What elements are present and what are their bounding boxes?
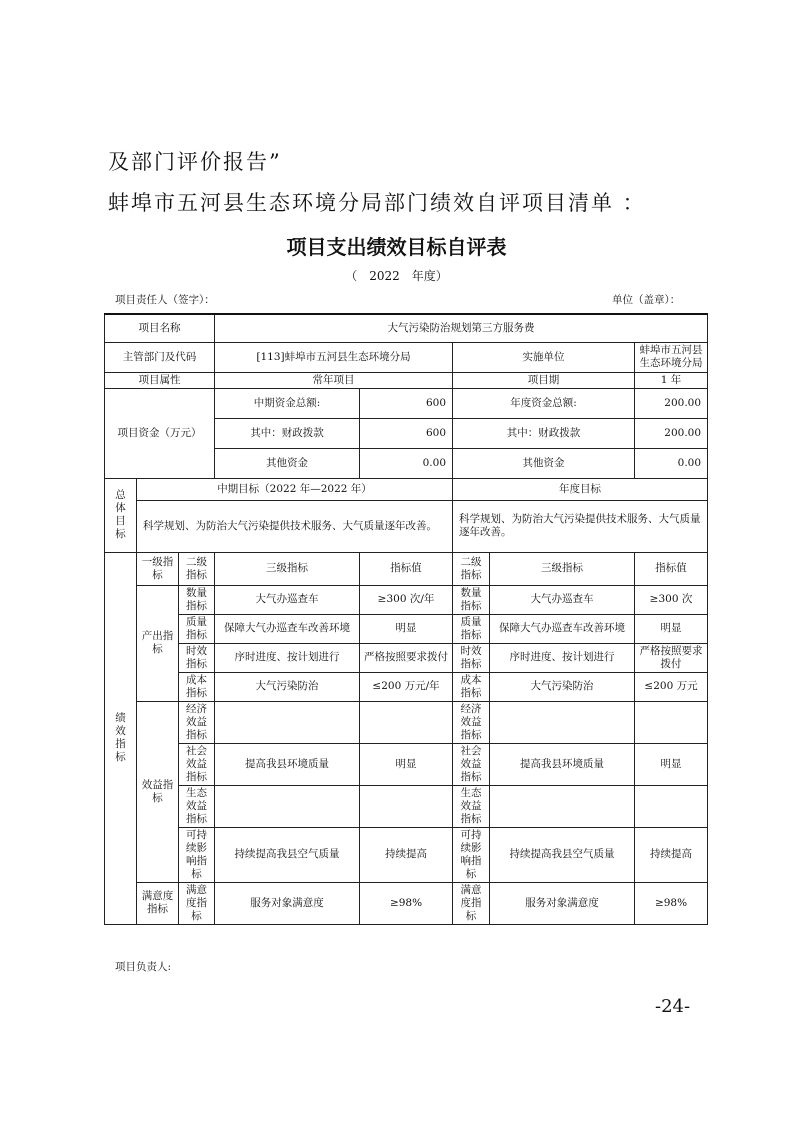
row-yr-val: ≤200 万元	[635, 672, 708, 701]
row-mid-val: ≥98%	[360, 882, 453, 924]
row-yr-val	[635, 785, 708, 827]
mid-total-label: 中期资金总额:	[215, 388, 360, 418]
year-other-value: 0.00	[635, 448, 708, 478]
row-mid-l3: 保障大气办巡查车改善环境	[215, 614, 360, 643]
year-fiscal-label: 其中：财政拨款	[453, 418, 635, 448]
row-mid-l3: 大气污染防治	[215, 672, 360, 701]
impl-label: 实施单位	[453, 342, 635, 372]
heading-line-1: 及部门评价报告”	[108, 150, 282, 174]
header-level2-year: 二级指标	[453, 552, 490, 585]
satisfaction-label: 满意度指标	[137, 882, 179, 924]
heading-line-2: 蚌埠市五河县生态环境分局部门绩效自评项目清单 ：	[108, 191, 646, 215]
row-mid-val: 严格按照要求拨付	[360, 643, 453, 672]
impl-value: 蚌埠市五河县生态环境分局	[635, 342, 708, 372]
row-mid-val: 持续提高	[360, 827, 453, 882]
row-yr-l3: 服务对象满意度	[490, 882, 635, 924]
mid-total-value: 600	[360, 388, 453, 418]
row-l2: 数量指标	[179, 585, 215, 614]
row-mid-l3: 序时进度、按计划进行	[215, 643, 360, 672]
header-level2: 二级指标	[179, 552, 215, 585]
page-title: 项目支出绩效目标自评表	[286, 235, 507, 259]
row-yr-l2: 满意度指标	[453, 882, 490, 924]
row-l2: 生态效益指标	[179, 785, 215, 827]
row-mid-val: ≤200 万元/年	[360, 672, 453, 701]
row-yr-val	[635, 701, 708, 743]
row-yr-l2: 社会效益指标	[453, 743, 490, 785]
row-mid-l3: 大气办巡查车	[215, 585, 360, 614]
indicators-label-char: 绩	[115, 712, 126, 724]
indicators-label-char: 效	[115, 725, 126, 737]
row-l2: 成本指标	[179, 672, 215, 701]
row-yr-l3: 持续提高我县空气质量	[490, 827, 635, 882]
goals-label	[105, 478, 137, 552]
header-level3: 三级指标	[215, 552, 360, 585]
row-yr-l2: 可持续影响指标	[453, 827, 490, 882]
project-name-value: 大气污染防治规划第三方服务费	[215, 314, 708, 342]
footer-label: 项目负责人:	[115, 961, 172, 973]
dept-value: [113]蚌埠市五河县生态环境分局	[215, 342, 453, 372]
indicators-label	[105, 552, 137, 924]
performance-table	[104, 313, 708, 925]
row-yr-val: 明显	[635, 614, 708, 643]
year-goal-text: 科学规划、为防治大气污染提供技术服务、大气质量逐年改善。	[453, 500, 708, 552]
row-yr-l2: 质量指标	[453, 614, 490, 643]
goals-label-char: 总	[115, 489, 126, 501]
row-mid-val: 明显	[360, 743, 453, 785]
row-mid-val	[360, 785, 453, 827]
year-total-label: 年度资金总额:	[453, 388, 635, 418]
row-mid-l3: 持续提高我县空气质量	[215, 827, 360, 882]
output-label: 产出指标	[137, 585, 179, 701]
goals-label-char: 体	[115, 502, 126, 514]
header-level3-year: 三级指标	[490, 552, 635, 585]
attr-label: 项目属性	[105, 372, 215, 388]
benefit-label: 效益指标	[137, 701, 179, 882]
row-yr-l2: 成本指标	[453, 672, 490, 701]
row-mid-val	[360, 701, 453, 743]
row-yr-l3	[490, 701, 635, 743]
year-total-value: 200.00	[635, 388, 708, 418]
mid-goal-header: 中期目标（2022 年—2022 年）	[137, 478, 453, 500]
mid-other-label: 其他资金	[215, 448, 360, 478]
row-l2: 社会效益指标	[179, 743, 215, 785]
row-yr-l2: 经济效益指标	[453, 701, 490, 743]
year-other-label: 其他资金	[453, 448, 635, 478]
mid-goal-text: 科学规划、为防治大气污染提供技术服务、大气质量逐年改善。	[137, 500, 453, 552]
responsible-label: 项目责任人（签字）：	[115, 294, 215, 306]
row-yr-l3: 序时进度、按计划进行	[490, 643, 635, 672]
row-yr-val: ≥300 次	[635, 585, 708, 614]
indicators-label-char: 指	[115, 738, 126, 750]
row-yr-l3: 大气污染防治	[490, 672, 635, 701]
header-level1: 一级指标	[137, 552, 179, 585]
row-mid-val: 明显	[360, 614, 453, 643]
attr-value: 常年项目	[215, 372, 453, 388]
row-yr-val: 明显	[635, 743, 708, 785]
row-yr-val: ≥98%	[635, 882, 708, 924]
header-value: 指标值	[360, 552, 453, 585]
row-l2: 经济效益指标	[179, 701, 215, 743]
header-value-year: 指标值	[635, 552, 708, 585]
year-goal-header: 年度目标	[453, 478, 708, 500]
row-yr-l3: 大气办巡查车	[490, 585, 635, 614]
mid-other-value: 0.00	[360, 448, 453, 478]
indicators-label-char: 标	[115, 751, 126, 763]
row-yr-l3: 保障大气办巡查车改善环境	[490, 614, 635, 643]
row-l2: 可持续影响指标	[179, 827, 215, 882]
period-label: 项目期	[453, 372, 635, 388]
mid-fiscal-label: 其中：财政拨款	[215, 418, 360, 448]
row-yr-val: 严格按照要求拨付	[635, 643, 708, 672]
row-yr-l3: 提高我县环境质量	[490, 743, 635, 785]
goals-label-char: 目	[115, 515, 126, 527]
project-name-label: 项目名称	[105, 314, 215, 342]
row-mid-l3: 服务对象满意度	[215, 882, 360, 924]
row-mid-l3	[215, 785, 360, 827]
row-l2: 时效指标	[179, 643, 215, 672]
row-yr-l2: 数量指标	[453, 585, 490, 614]
row-yr-l2: 时效指标	[453, 643, 490, 672]
row-yr-val: 持续提高	[635, 827, 708, 882]
period-value: 1 年	[635, 372, 708, 388]
page-number: -24-	[655, 996, 691, 1017]
row-mid-l3: 提高我县环境质量	[215, 743, 360, 785]
dept-label: 主管部门及代码	[105, 342, 215, 372]
mid-fiscal-value: 600	[360, 418, 453, 448]
row-l2: 满意度指标	[179, 882, 215, 924]
goals-label-char: 标	[115, 528, 126, 540]
funds-label: 项目资金（万元）	[105, 388, 215, 478]
row-l2: 质量指标	[179, 614, 215, 643]
row-yr-l2: 生态效益指标	[453, 785, 490, 827]
unit-label: 单位（盖章）：	[612, 294, 681, 306]
year-line: （ 2022 年度）	[345, 269, 448, 283]
row-yr-l3	[490, 785, 635, 827]
year-fiscal-value: 200.00	[635, 418, 708, 448]
row-mid-val: ≥300 次/年	[360, 585, 453, 614]
row-mid-l3	[215, 701, 360, 743]
